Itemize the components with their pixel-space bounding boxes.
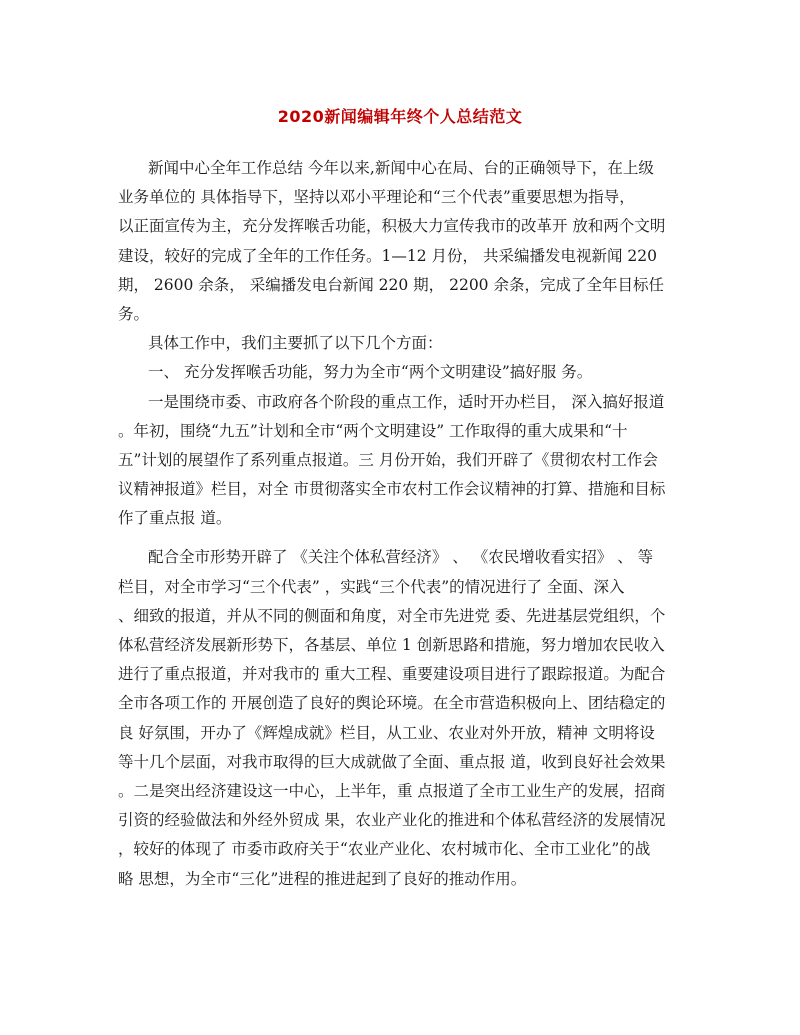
paragraph — [118, 543, 693, 893]
paragraph — [118, 329, 693, 358]
text-line: 栏目，对全市学习“三个代表” ，实践“三个代表”的情况进行了 全面、深入 — [118, 577, 625, 596]
text-line: 期， 2600 余条， 采编播发电台新闻 220 期， 2200 余条，完成了全年目标任 — [118, 275, 664, 294]
paragraph-gap — [118, 533, 693, 543]
text-line: 建设，较好的完成了全年的工作任务。1—12 月份， 共采编播发电视新闻 220 — [118, 246, 657, 265]
text-line: 具体工作中，我们主要抓了以下几个方面： — [148, 334, 443, 353]
text-line: 。二是突出经济建设这一中心，上半年，重 点报道了全市工业生产的发展，招商 — [118, 781, 666, 800]
text-line: 业务单位的 具体指导下，坚持以邓小平理论和“三个代表”重要思想为指导， — [118, 188, 635, 207]
text-line: 。年初，围绕“九五”计划和全市“两个文明建设” 工作取得的重大成果和“十 — [118, 421, 628, 440]
document-title: 2020新闻编辑年终个人总结范文 — [277, 107, 523, 126]
text-line: 以正面宣传为主，充分发挥喉舌功能，积极大力宣传我市的改革开 放和两个文明 — [118, 217, 666, 236]
text-line: 全市各项工作的 开展创造了良好的舆论环境。在全市营造积极向上、团结稳定的 — [118, 694, 666, 713]
text-line: 等十几个层面，对我市取得的巨大成就做了全面、重点报 道，收到良好社会效果 — [118, 752, 666, 771]
text-line: 作了重点报 道。 — [118, 509, 232, 528]
text-line: 引资的经验做法和外经外贸成 果，农业产业化的推进和个体私营经济的发展情况 — [118, 811, 666, 830]
text-line: 务。 — [118, 304, 150, 323]
text-line: 良 好氛围，开办了《辉煌成就》栏目，从工业、农业对外开放，精神 文明将设 — [118, 723, 655, 742]
text-line: 议精神报道》栏目，对全 市贯彻落实全市农村工作会议精神的打算、措施和目标 — [118, 480, 666, 499]
paragraph — [118, 358, 693, 387]
text-line: 略 思想，为全市“三化”进程的推进起到了良好的推动作用。 — [118, 869, 527, 888]
text-line: 五”计划的展望作了系列重点报道。三 月份开始，我们开辟了《贯彻农村工作会 — [118, 450, 658, 469]
text-line: 体私营经济发展新形势下，各基层、单位 1 创新思路和措施，努力增加农民收入 — [118, 636, 665, 654]
paragraph — [118, 388, 693, 534]
paragraph — [118, 154, 693, 329]
text-line: 新闻中心全年工作总结 今年以来,新闻中心在局、台的正确领导下，在上级 — [148, 159, 654, 177]
text-line: ，较好的体现了 市委市政府关于“农业产业化、农村城市化、全市工业化”的战 — [118, 840, 651, 859]
document-body — [118, 154, 693, 894]
text-line: 一是围绕市委、市政府各个阶段的重点工作，适时开办栏目， 深入搞好报道 — [148, 392, 665, 411]
text-line: 配合全市形势开辟了 《关注个体私营经济》 、 《农民增收看实招》 、 等 — [148, 548, 654, 567]
text-line: 一、 充分发挥喉舌功能，努力为全市“两个文明建设”搞好服 务。 — [148, 363, 593, 382]
text-line: 进行了重点报道，并对我市的 重大工程、重要建设项目进行了跟踪报道。为配合 — [118, 665, 666, 684]
text-line: 、细致的报道，并从不同的侧面和角度，对全市先进党 委、先进基层党组织，个 — [118, 606, 666, 625]
